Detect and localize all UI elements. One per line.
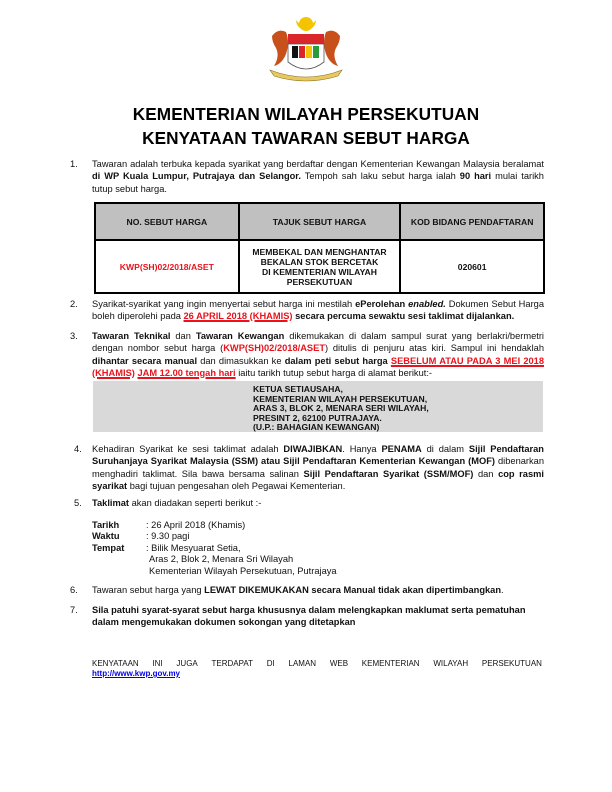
notice-title: KENYATAAN TAWARAN SEBUT HARGA xyxy=(142,128,470,148)
item-number: 1. xyxy=(70,159,78,169)
submission-address-box: KETUA SETIAUSAHA, KEMENTERIAN WILAYAH PERSEKUTUAN, ARAS 3, BLOK 2, MENARA SERI WILAYAH, PRESINT 2, 62100 PUTRAJAYA. (U.P.: BAHAGIAN KEWANGAN) xyxy=(93,381,543,432)
item-3: 3. Tawaran Teknikal dan Tawaran Kewangan dikemukakan di dalam sampul surat yang berlakri/bermetri dengan nombor sebut harga (KWP(SH)02/2018/ASET) ditulis di penjuru atas kiri. Sampul ini hendaklah dihantar secara manual dan dimasukkan ke dalam peti sebut harga SEBELUM ATAU PADA 3 MEI 2018 (KHAMIS) JAM 12.00 tengah hari iaitu tarikh tutup sebut harga di alamat berikut:- xyxy=(70,331,545,379)
closing-date: SEBELUM ATAU PADA 3 MEI 2018 (KHAMIS) xyxy=(92,355,545,379)
column-header-kod: KOD BIDANG PENDAFTARAN xyxy=(400,203,544,240)
column-header-no: NO. SEBUT HARGA xyxy=(95,203,239,240)
item-2: 2. Syarikat-syarikat yang ingin menyertai sebut harga ini mestilah ePerolehan enabled. Dokumen Sebut Harga boleh diperolehi pada 26 APRIL 2018 (KHAMIS) secara percuma sewaktu sesi taklimat dijalankan. xyxy=(70,299,545,322)
item-5: 5. Taklimat akan diadakan seperti berikut :- xyxy=(74,498,262,508)
item-4: 4. Kehadiran Syarikat ke sesi taklimat adalah DIWAJIBKAN. Hanya PENAMA di dalam Sijil Pendaftaran Suruhanjaya Syarikat Malaysia (SSM) atau Sijil Pendaftaran Kementerian Kewangan (MOF) dibenarkan menghadiri taklimat. Sila bawa bersama salinan Sijil Pendaftaran Syarikat (SSM/MOF) dan cop rasmi syarikat bagi tujuan pengesahan oleh Pegawai Kementerian. xyxy=(74,444,544,492)
quotation-number: KWP(SH)02/2018/ASET xyxy=(95,240,239,293)
briefing-date: : 26 April 2018 (Khamis) xyxy=(146,520,246,530)
malaysia-coat-of-arms-icon xyxy=(262,6,350,88)
document-date: 26 APRIL 2018 (KHAMIS) xyxy=(183,311,293,322)
registration-code: 020601 xyxy=(400,240,544,293)
quotation-table xyxy=(94,202,545,294)
item-1: 1. Tawaran adalah terbuka kepada syarikat yang berdaftar dengan Kementerian Kewangan Malaysia beralamat di WP Kuala Lumpur, Putrajaya dan Selangor. Tempoh sah laku sebut harga ialah 90 hari mulai tarikh tutup sebut harga. xyxy=(70,159,544,194)
item-7: 7. Sila patuhi syarat-syarat sebut harga khususnya dalam melengkapkan maklumat serta pematuhan dalam mengemukakan dokumen sokongan yang ditetapkan xyxy=(70,605,526,628)
document-page: KEMENTERIAN WILAYAH PERSEKUTUAN KENYATAAN TAWARAN SEBUT HARGA 1. Tawaran adalah terbuka kepada syarikat yang berdaftar dengan Kementerian Kewangan Malaysia beralamat di WP Kuala Lumpur, Putrajaya dan Selangor. Tempoh sah laku sebut harga ialah 90 hari mulai tarikh tutup sebut harga. NO. SEBUT HARGA TAJUK SEBUT HARGA KOD BIDANG PENDAFTARAN KWP(SH)02/2018/ASET MEMBEKAL DAN MENGHANTAR BEKALAN STOK BERCETAK DI KEMENTERIAN WILAYAH PERSEKUTUAN 020601 2. Syarikat-syarikat yang ingin menyertai sebut harga ini mestilah ePerolehan enabled. Dokumen Sebut Harga boleh diperolehi pada 26 APRIL 2018 (KHAMIS) secara percuma sewaktu sesi taklimat dijalankan. 3. Tawaran Teknikal dan Tawaran Kewangan dikemukakan di dalam sampul surat yang berlakri/bermetri dengan nombor sebut harga (KWP(SH)02/2018/ASET) ditulis di penjuru atas kiri. Sampul ini hendaklah dihantar secara manual dan dimasukkan ke dalam peti sebut harga SEBELUM ATAU PADA 3 MEI 2018 (KHAMIS) JAM 12.00 tengah hari iaitu tarikh tutup sebut harga di alamat berikut:- KETUA SETIAUSAHA, KEMENTERIAN WILAYAH PERSEKUTUAN, ARAS 3, BLOK 2, MENARA SERI WILAYAH, PRESINT 2, 62100 PUTRAJAYA. (U.P.: BAHAGIAN KEWANGAN) 4. Kehadiran Syarikat ke sesi taklimat adalah DIWAJIBKAN. Hanya PENAMA di dalam Sijil Pendaftaran Suruhanjaya Syarikat Malaysia (SSM) atau Sijil Pendaftaran Kementerian Kewangan (MOF) dibenarkan menghadiri taklimat. Sila bawa bersama salinan Sijil Pendaftaran Syarikat (SSM/MOF) dan cop rasmi syarikat bagi tujuan pengesahan oleh Pegawai Kementerian. 5. Taklimat akan diadakan seperti berikut :- Tarikh : 26 April 2018 (Khamis) Waktu : 9.30 pagi Tempat : Bilik Mesyuarat Setia, Aras 2, Blok 2, Menara Sri Wilayah Kementerian Wilayah Persekutuan, Putrajaya 6. Tawaran sebut harga yang LEWAT DIKEMUKAKAN secara Manual tidak akan dipertimbangkan. 7. Sila patuhi syarat-syarat sebut harga khususnya dalam melengkapkan maklumat serta pematuhan dalam mengemukakan dokumen sokongan yang ditetapkan KENYATAAN INI JUGA TERDAPAT DI LAMAN WEB KEMENTERIAN WILAYAH PERSEKUTUAN http://www.kwp.gov.my xyxy=(0,0,612,792)
closing-time: JAM 12.00 tengah hari xyxy=(137,368,236,379)
item-6: 6. Tawaran sebut harga yang LEWAT DIKEMUKAKAN secara Manual tidak akan dipertimbangkan. xyxy=(70,585,504,595)
table-row xyxy=(95,240,544,293)
briefing-time: : 9.30 pagi xyxy=(146,531,190,542)
ministry-website-link[interactable]: http://www.kwp.gov.my xyxy=(92,669,180,678)
column-header-tajuk: TAJUK SEBUT HARGA xyxy=(239,203,401,240)
ministry-title: KEMENTERIAN WILAYAH PERSEKUTUAN xyxy=(132,104,480,124)
quotation-title: MEMBEKAL DAN MENGHANTAR BEKALAN STOK BERCETAK DI KEMENTERIAN WILAYAH PERSEKUTUAN xyxy=(239,240,401,293)
footer-notice: KENYATAAN INI JUGA TERDAPAT DI LAMAN WEB KEMENTERIAN WILAYAH PERSEKUTUAN http://www.kwp.gov.my xyxy=(92,659,542,678)
briefing-venue: : Bilik Mesyuarat Setia, xyxy=(146,542,241,553)
